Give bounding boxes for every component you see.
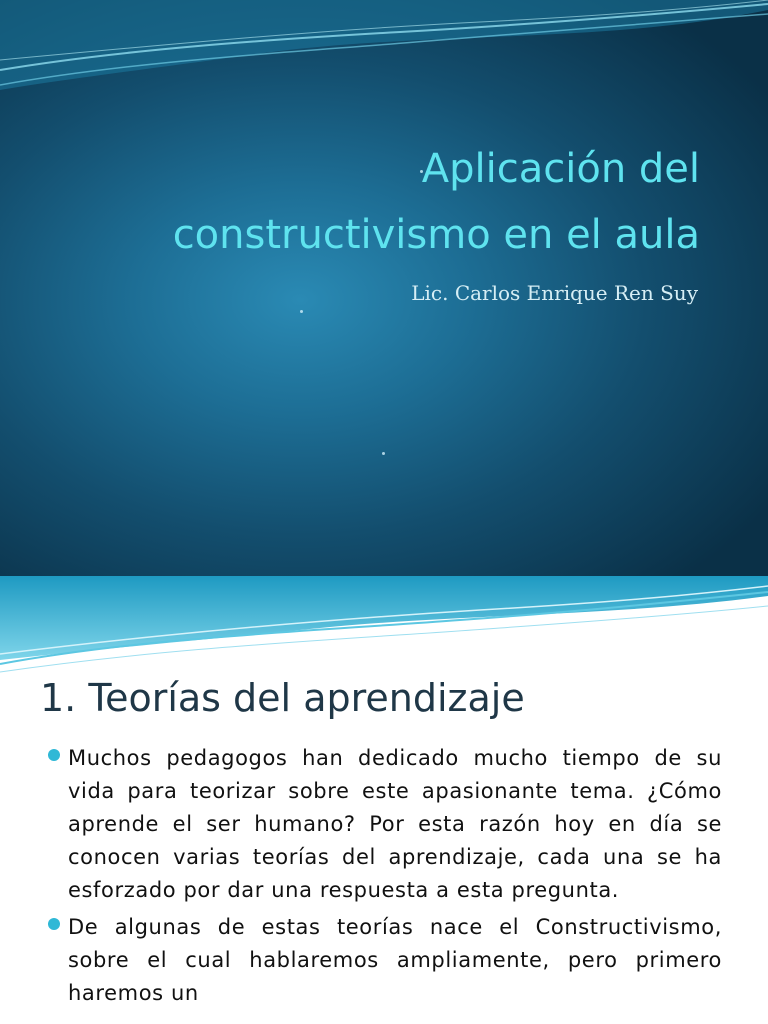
bullet-list bbox=[48, 742, 722, 1014]
slide-title bbox=[40, 136, 700, 268]
bullet-dot-icon bbox=[48, 749, 60, 761]
sparkle bbox=[382, 452, 385, 455]
list-item bbox=[48, 911, 722, 1010]
slide-title-line-1: Aplicación del bbox=[421, 146, 700, 192]
bullet-text: De algunas de estas teorías nace el Constructivismo, sobre el cual hablaremos ampliamente, pero primero haremos un bbox=[68, 915, 722, 1005]
slide-heading: 1. Teorías del aprendizaje bbox=[40, 676, 525, 720]
top-wave-decoration bbox=[0, 576, 768, 676]
slide-subtitle: Lic. Carlos Enrique Ren Suy bbox=[411, 281, 698, 305]
top-wave-decoration bbox=[0, 0, 768, 120]
bullet-dot-icon bbox=[48, 918, 60, 930]
slide-title-line-2: constructivismo en el aula bbox=[172, 212, 700, 258]
list-item bbox=[48, 742, 722, 907]
sparkle bbox=[300, 310, 303, 313]
bullet-text: Muchos pedagogos han dedicado mucho tiempo de su vida para teorizar sobre este apasionante tema. ¿Cómo aprende el ser humano? Por esta razón hoy en día se conocen varias teorías del aprendizaje, cada una se ha esforzado por dar una respuesta a esta pregunta. bbox=[68, 746, 722, 902]
content-slide bbox=[0, 576, 768, 1024]
